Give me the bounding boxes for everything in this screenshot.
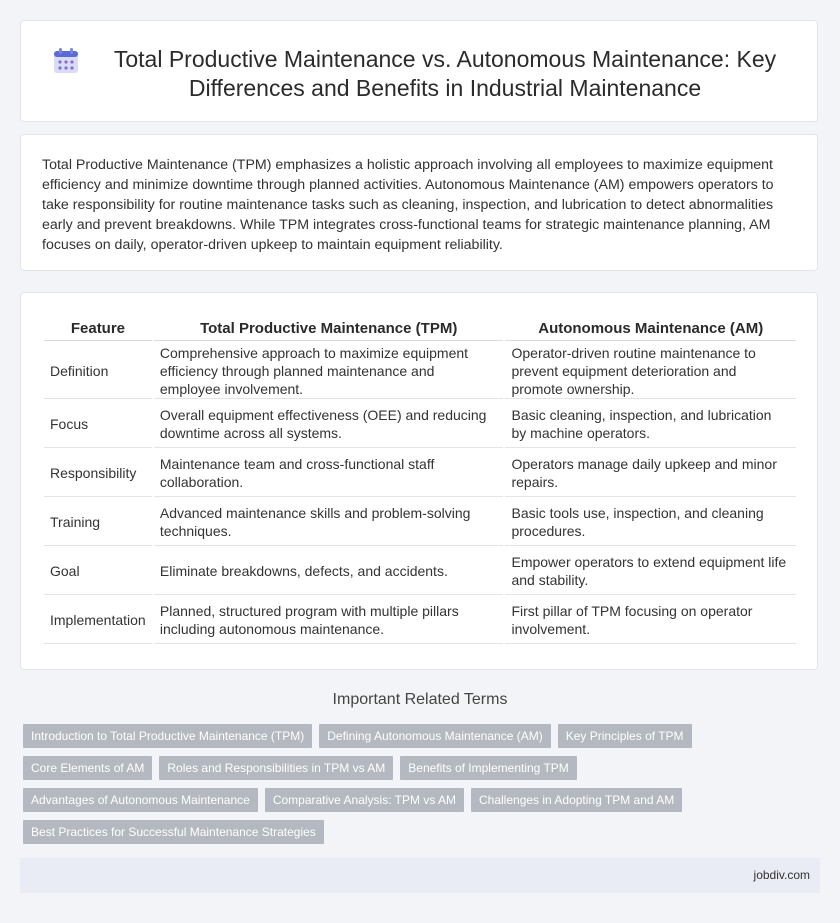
am-cell: Operator-driven routine maintenance to prevent equipment deterioration and promote ownership.: [505, 343, 796, 399]
header-am: Autonomous Maintenance (AM): [505, 317, 796, 341]
tpm-cell: Comprehensive approach to maximize equipment efficiency through planned maintenance and employee involvement.: [154, 343, 504, 399]
feature-cell: Goal: [44, 548, 152, 595]
am-cell: Empower operators to extend equipment life and stability.: [505, 548, 796, 595]
header-tpm: Total Productive Maintenance (TPM): [154, 317, 504, 341]
table-row: [44, 401, 796, 448]
related-term-tag[interactable]: Comparative Analysis: TPM vs AM: [265, 788, 464, 812]
table-row: [44, 548, 796, 595]
table-row: [44, 499, 796, 546]
related-term-tag[interactable]: Roles and Responsibilities in TPM vs AM: [159, 756, 393, 780]
feature-cell: Focus: [44, 401, 152, 448]
related-term-tag[interactable]: Introduction to Total Productive Maintenance (TPM): [23, 724, 312, 748]
calendar-icon: [52, 47, 80, 75]
related-terms-heading: Important Related Terms: [332, 691, 508, 708]
tpm-cell: Planned, structured program with multiple pillars including autonomous maintenance.: [154, 597, 504, 644]
related-term-tag[interactable]: Key Principles of TPM: [558, 724, 692, 748]
tpm-cell: Overall equipment effectiveness (OEE) and reducing downtime across all systems.: [154, 401, 504, 448]
am-cell: Basic tools use, inspection, and cleaning procedures.: [505, 499, 796, 546]
title-card: [20, 20, 818, 122]
footer: [20, 858, 820, 893]
table-row: [44, 597, 796, 644]
feature-cell: Responsibility: [44, 450, 152, 497]
intro-card: [20, 134, 818, 271]
related-term-tag[interactable]: Benefits of Implementing TPM: [400, 756, 577, 780]
header-feature: Feature: [44, 317, 152, 341]
related-terms-list: [23, 724, 813, 852]
related-term-tag[interactable]: Best Practices for Successful Maintenance Strategies: [23, 820, 324, 844]
am-cell: Operators manage daily upkeep and minor repairs.: [505, 450, 796, 497]
comparison-table: [42, 315, 798, 646]
tpm-cell: Advanced maintenance skills and problem-solving techniques.: [154, 499, 504, 546]
feature-cell: Implementation: [44, 597, 152, 644]
am-cell: First pillar of TPM focusing on operator involvement.: [505, 597, 796, 644]
feature-cell: Definition: [44, 343, 152, 399]
table-header-row: [44, 317, 796, 341]
related-term-tag[interactable]: Defining Autonomous Maintenance (AM): [319, 724, 550, 748]
tpm-cell: Maintenance team and cross-functional staff collaboration.: [154, 450, 504, 497]
am-cell: Basic cleaning, inspection, and lubrication by machine operators.: [505, 401, 796, 448]
comparison-table-card: [20, 292, 818, 670]
table-row: [44, 343, 796, 399]
related-term-tag[interactable]: Challenges in Adopting TPM and AM: [471, 788, 682, 812]
related-term-tag[interactable]: Advantages of Autonomous Maintenance: [23, 788, 258, 812]
intro-paragraph: Total Productive Maintenance (TPM) emphasizes a holistic approach involving all employees to maximize equipment efficiency and minimize downtime through planned activities. Autonomous Maintenance (AM) empowers operators to take responsibility for routine maintenance tasks such as cleaning, inspection, and lubrication to detect abnormalities early and prevent breakdowns. While TPM integrates cross-functional teams for strategic maintenance planning, AM focuses on daily, operator-driven upkeep to maintain equipment reliability.: [42, 157, 774, 253]
related-term-tag[interactable]: Core Elements of AM: [23, 756, 152, 780]
table-row: [44, 450, 796, 497]
tpm-cell: Eliminate breakdowns, defects, and accidents.: [154, 548, 504, 595]
page-title: Total Productive Maintenance vs. Autonomous Maintenance: Key Differences and Benefits in Industrial Maintenance: [113, 46, 777, 101]
feature-cell: Training: [44, 499, 152, 546]
footer-site[interactable]: jobdiv.com: [753, 868, 810, 882]
